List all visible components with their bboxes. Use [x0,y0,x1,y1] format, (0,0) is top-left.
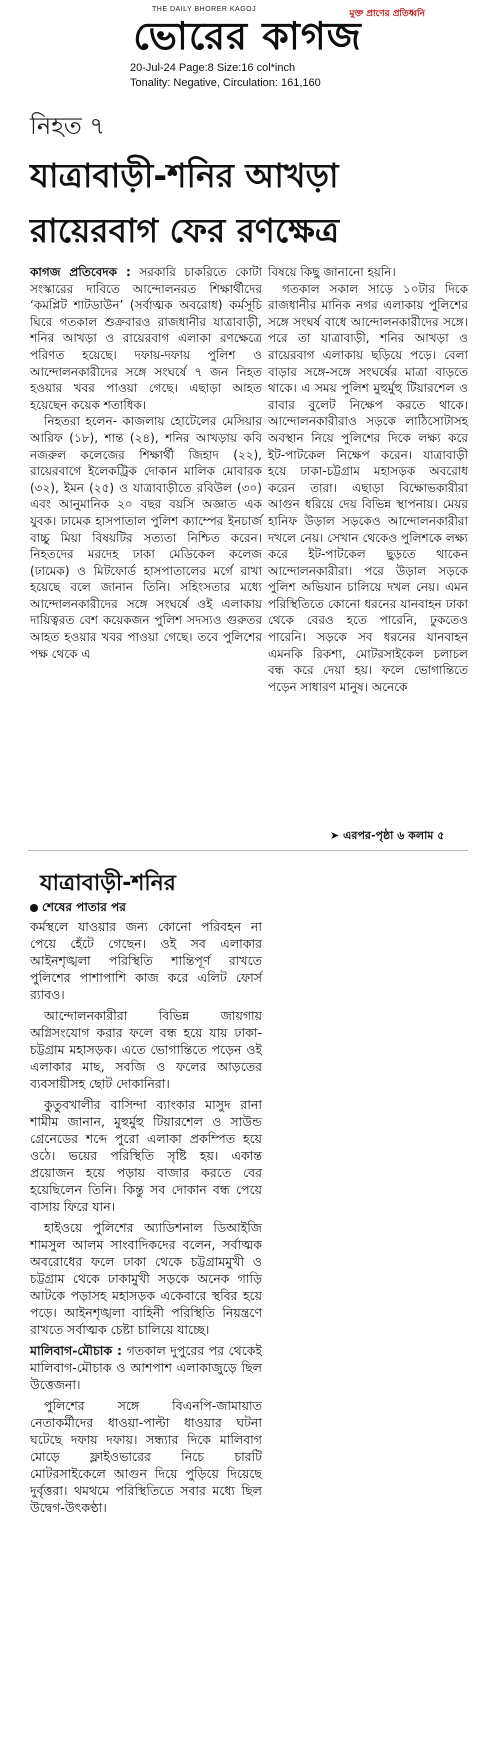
article-paragraph: কর্মস্থলে যাওয়ার জন্য কোনো পরিবহন না পেয়ে হেঁটে গেছেন। ওই সব এলাকার আইনশৃঙ্খলা পরিস্থিতি শান্তিপূর্ণ রাখতে পুলিশের পাশাপাশি কাজ করে এলিট ফোর্স র‌্যাবও। [30,919,262,1002]
continued-on-label: ➤ এরপর-পৃষ্ঠা ৬ কলাম ৫ [330,829,445,842]
article-paragraph: গতকাল সকাল সাড়ে ১০টার দিকে রাজধানীর মানিক নগর এলাকায় পুলিশের সঙ্গে সংঘর্ষ বাধে আন্দোলনকারীদের সঙ্গে। পরে তা যাত্রাবাড়ী, শনির আখড়া ও রায়েরবাগ এলাকায় ছড়িয়ে পড়ে। বেলা বাড়ার সঙ্গে-সঙ্গে সংঘর্ষের মাত্রা বাড়তে থাকে। এ সময় পুলিশ মুহুর্মুহু টিয়ারশেল ও রাবার বুলেট নিক্ষেপ করতে থাকে। আন্দোলনকারীরাও সড়কে লাঠিসোটাসহ অবস্থান নিয়ে পুলিশের দিকে লক্ষ্য করে ইট-পাটকেল নিক্ষেপ করেন। যাত্রাবাড়ী হয়ে ঢাকা-চট্টগ্রাম মহাসড়ক অবরোধ করেন তারা। এছাড়া বিক্ষোভকারীরা আগুন ধরিয়ে দেয় বিভিন্ন স্থাপনায়। মেয়র হানিফ উড়াল সড়কেও আন্দোলনকারীরা দখলে নেয়। সেখান থেকেও পুলিশকে লক্ষ্য করে ইট-পাটকেল ছুড়তে থাকেন আন্দোলনকারীরা। পরে উড়াল সড়কে পুলিশ অভিযান চালিয়ে দখল নেয়। এমন পরিস্থিতিতে কোনো ধরনের যানবাহন ঢাকা থেকে বেরও হতে পারেনি, ঢুকতেও পারেনি। সড়কে সব ধরনের যানবাহন এমনকি রিকশা, মোটরসাইকেল চলাচল বন্ধ করে দেয়া হয়। ফলে ভোগান্তিতে পড়েন সাধারণ মানুষ। অনেকে [268,281,468,694]
masthead-slogan: মুক্ত প্রাণের প্রতিধ্বনি [349,9,425,19]
continuation-subhead-text: শেষের পাতার পর [42,900,126,914]
headline-line-1: যাত্রাবাড়ী-শনির আখড়া [30,156,339,195]
article-paragraph: আন্দোলনকারীরা বিভিন্ন জায়গায় অগ্নিসংযোগ করার ফলে বন্ধ হয়ে যায় ঢাকা-চট্টগ্রাম মহাসড়ক। এতে ভোগান্তিতে পড়েন ওই এলাকার মাছ, সবজি ও ফলের আড়তের ব্যবসায়ীসহ ছোট দোকানিরা। [30,1008,262,1091]
byline: কাগজ প্রতিবেদক : [30,265,131,279]
clip-meta-line-2: Tonality: Negative, Circulation: 161,160 [130,77,321,89]
clip-meta-line-1: 20-Jul-24 Page:8 Size:16 col*inch [130,62,296,74]
article-column-left [30,264,262,662]
article-paragraph [30,264,262,413]
section-subhead: মালিবাগ-মৌচাক : [30,1343,123,1358]
continuation-headline: যাত্রাবাড়ী-শনির [40,871,176,896]
headline-line-2: রায়েরবাগ ফের রণক্ষেত্র [30,211,340,250]
article-paragraph: হাইওয়ে পুলিশের অ্যাডিশনাল ডিআইজি শামসুল আলম সাংবাদিকদের বলেন, সর্বাত্মক অবরোধের ফলে ঢাকা থেকে চট্টগ্রামমুখী ও চট্টগ্রাম থেকে ঢাকামুখী সড়কে অনেক গাড়ি আটকে পড়াসহ মহাসড়ক একেবারে স্থবির হয়ে পড়ে। আইনশৃঙ্খলা বাহিনী পরিস্থিতি নিয়ন্ত্রণে রাখতে সর্বাত্মক চেষ্টা চালিয়ে যাচ্ছে। [30,1220,262,1337]
continuation-subhead [30,899,126,919]
masthead [0,6,495,60]
article-kicker: নিহত ৭ [30,112,106,140]
paragraph-text: সরকারি চাকরিতে কোটা সংস্কারের দাবিতে আন্দোলনরত শিক্ষার্থীদের ‘কমপ্লিট শাটডাউন’ (সর্বাত্মক অবরোধ) কর্মসূচি ঘিরে গতকাল শুক্রবারও রাজধানীর যাত্রাবাড়ী, শনির আখড়া ও রায়েরবাগ এলাকা রণক্ষেত্রে পরিণত হয়েছে। দফায়-দফায় পুলিশ ও আন্দোলনকারীদের সঙ্গে সংঘর্ষে ৭ জন নিহত হওয়ার খবর পাওয়া গেছে। এছাড়া আহত হয়েছেন কয়েক শতাধিক। [30,265,262,412]
article-paragraph: পুলিশের সঙ্গে বিএনপি-জামায়াত নেতাকর্মীদের ধাওয়া-পাল্টা ধাওয়ার ঘটনা ঘটেছে দফায় দফায়। সন্ধ্যার দিকে মালিবাগ মোড়ে ফ্লাইওভারের নিচে চারটি মোটরসাইকেলে আগুন দিয়ে পুড়িয়ে দিয়েছে দুর্বৃত্তরা। থমথমে পরিস্থিতিতে সবার মধ্যে ছিল উদ্বেগ-উৎকণ্ঠা। [30,1398,262,1515]
bullet-icon [30,904,38,912]
article-paragraph: কুতুবখালীর বাসিন্দা ব্যাংকার মাসুদ রানা শামীম জানান, মুহুর্মুহু টিয়ারশেল ও সাউন্ড গ্রেনেডের শব্দে পুরো এলাকা প্রকম্পিত হয়ে ওঠে। ভয়ের পরিস্থিতি সৃষ্টি হয়। একান্ত প্রয়োজন হয়ে পড়ায় বাজার করতে বের হয়েছিলেন তিনি। কিন্তু সব দোকান বন্ধ পেয়ে বাসায় ফিরে যান। [30,1097,262,1214]
article-column-right [268,264,468,695]
masthead-english-name: THE DAILY BHORER KAGOJ [152,6,257,13]
article-paragraph [30,1342,262,1393]
section-divider [28,850,468,851]
article-paragraph: নিহতরা হলেন- কাজলায় হোটেলের মেসিয়ার আরিফ (১৮), শান্ত (২৪), শনির আখড়ায় কবি নজরুল কলেজের শিক্ষার্থী জিহাদ (২২), রায়েরবাগে ইলেকট্রিক দোকান মালিক মোবারক (৩২), ইমন (২৫) ও যাত্রাবাড়ীতে রবিউল (৩০) এবং আনুমানিক ২০ বছর বয়সি অজ্ঞাত এক যুবক। ঢামেক হাসপাতাল পুলিশ ক্যাম্পের ইনচার্জ বাচ্চু মিয়া বিষয়টির সত্যতা নিশ্চিত করেন। নিহতদের মরদেহ ঢাকা মেডিকেল কলেজ (ঢামেক) ও মিটফোর্ড হাসপাতালের মর্গে রাখা হয়েছে বলে জানান তিনি। সহিংসতার মধ্যে আন্দোলনকারীদের সঙ্গে সংঘর্ষে ওই এলাকায় দায়িত্বরত বেশ কয়েকজন পুলিশ সদস্যও গুরুতর আহত হওয়ার খবর পাওয়া গেছে। তবে পুলিশের পক্ষ থেকে এ [30,414,262,661]
continuation-column [30,918,262,1520]
article-paragraph: বিষয়ে কিছু জানানো হয়নি। [268,265,396,279]
newspaper-logo: ভোরের কাগজ [133,14,362,58]
paragraph-text: গতকাল দুপুরের পর থেকেই মালিবাগ-মৌচাক ও আশপাশ এলাকাজুড়ে ছিল উত্তেজনা। [30,1343,262,1392]
